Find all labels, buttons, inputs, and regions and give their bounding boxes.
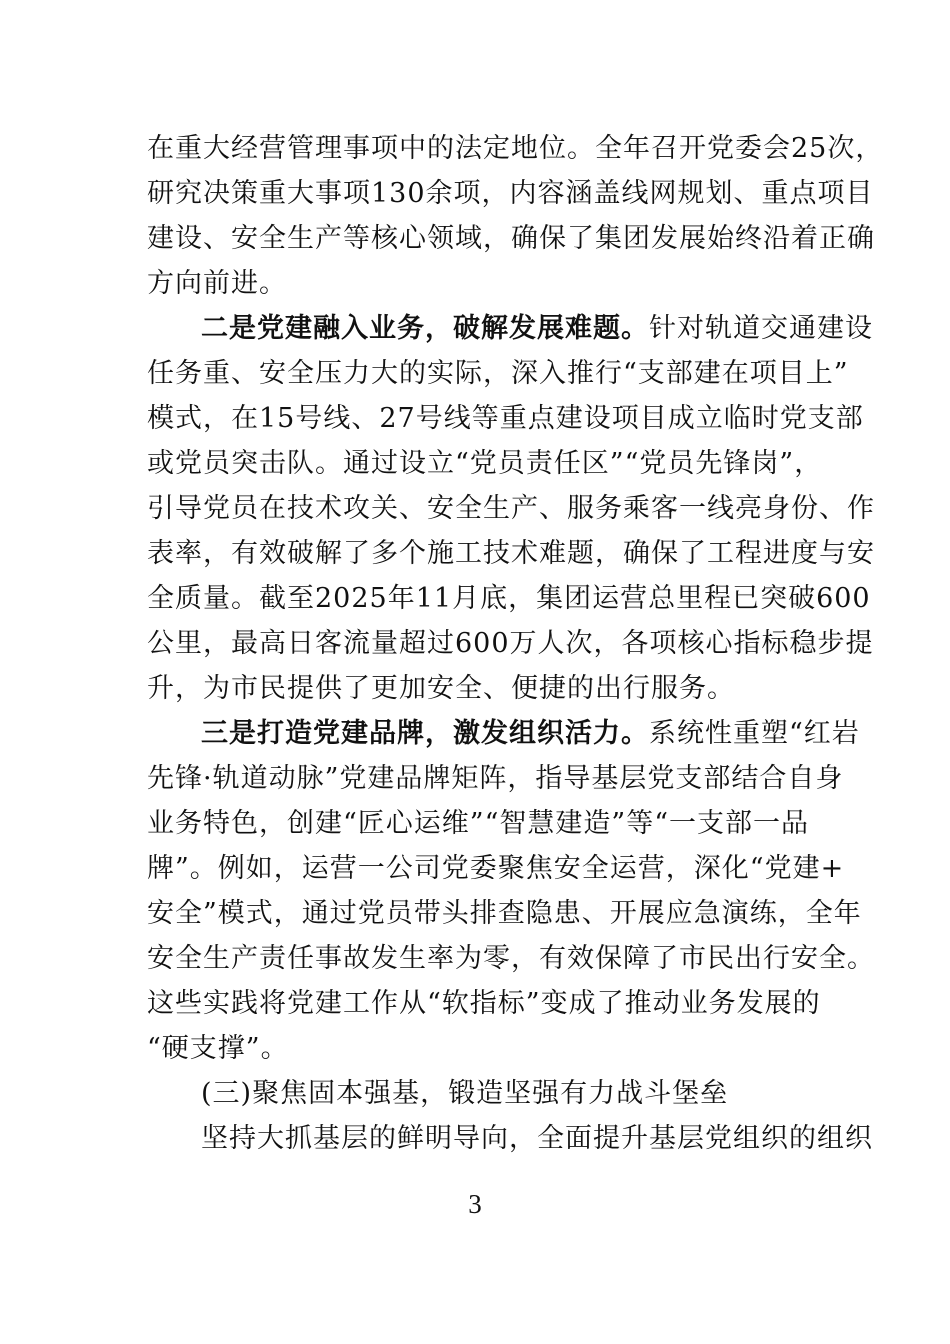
text-line: 表率，有效破解了多个施工技术难题，确保了工程进度与安 (147, 538, 875, 569)
paragraph-heading-continuation: 系统性重塑“红岩 (649, 718, 860, 749)
text-line: 公里，最高日客流量超过600万人次，各项核心指标稳步提 (147, 628, 874, 659)
text-line: 建设、安全生产等核心领域，确保了集团发展始终沿着正确 (147, 223, 875, 254)
text-line: 升，为市民提供了更加安全、便捷的出行服务。 (147, 673, 735, 704)
text-line: 或党员突击队。通过设立“党员责任区”“党员先锋岗”， (147, 448, 823, 479)
page-number: 3 (468, 1189, 482, 1219)
text-line: 全质量。截至2025年11月底，集团运营总里程已突破600 (147, 583, 871, 614)
text-line: 牌”。例如，运营一公司党委聚焦安全运营，深化“党建+ (147, 853, 845, 884)
paragraph-first-line: 坚持大抓基层的鲜明导向，全面提升基层党组织的组织 (201, 1123, 873, 1154)
text-line: 先锋·轨道动脉”党建品牌矩阵，指导基层党支部结合自身 (147, 763, 844, 794)
text-line: 任务重、安全压力大的实际，深入推行“支部建在项目上” (147, 358, 849, 389)
text-line: 引导党员在技术攻关、安全生产、服务乘客一线亮身份、作 (147, 493, 875, 524)
paragraph-heading: 三是打造党建品牌，激发组织活力。 (201, 718, 649, 749)
text-line: 在重大经营管理事项中的法定地位。全年召开党委会25次， (147, 133, 884, 164)
text-line: 业务特色，创建“匠心运维”“智慧建造”等“一支部一品 (147, 808, 810, 839)
paragraph-first-line (201, 711, 860, 756)
text-line: 安全生产责任事故发生率为零，有效保障了市民出行安全。 (147, 943, 875, 974)
text-line: 方向前进。 (147, 268, 287, 299)
text-line: 安全”模式，通过党员带头排查隐患、开展应急演练，全年 (147, 898, 862, 929)
paragraph-first-line (201, 306, 873, 351)
text-line: 模式，在15号线、27号线等重点建设项目成立临时党支部 (147, 403, 864, 434)
paragraph-heading-continuation: 针对轨道交通建设 (649, 313, 873, 344)
text-line: 这些实践将党建工作从“软指标”变成了推动业务发展的 (147, 988, 821, 1019)
paragraph-heading: 二是党建融入业务，破解发展难题。 (201, 313, 649, 344)
text-line: 研究决策重大事项130余项，内容涵盖线网规划、重点项目 (147, 178, 874, 209)
section-subheading: (三)聚焦固本强基，锻造坚强有力战斗堡垒 (201, 1078, 729, 1109)
text-line: “硬支撑”。 (147, 1033, 289, 1064)
